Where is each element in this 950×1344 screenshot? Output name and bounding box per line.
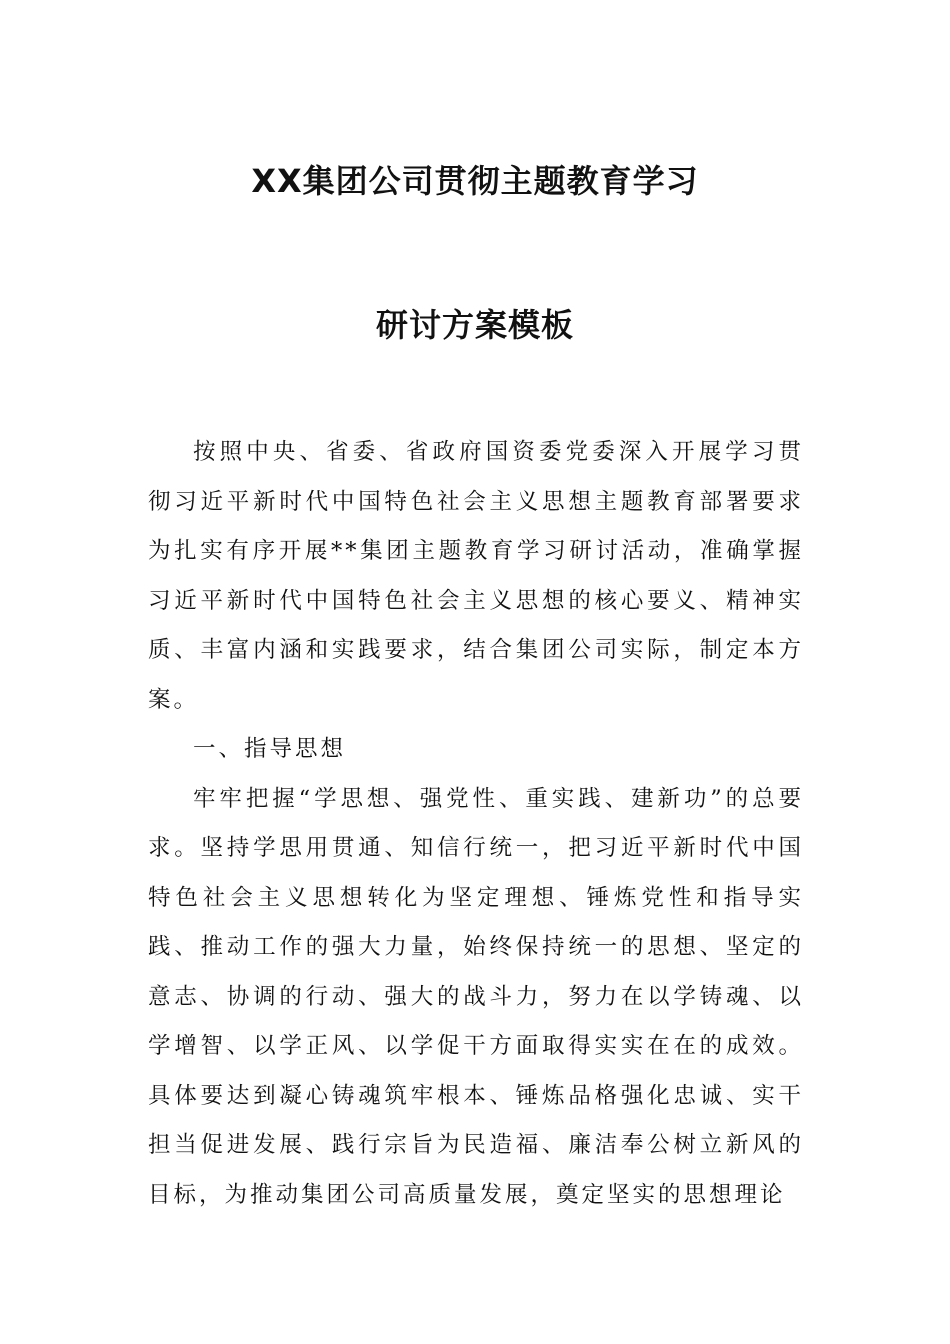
document-body: [148, 428, 804, 1220]
document-title-line1: XX集团公司贯彻主题教育学习: [251, 162, 699, 200]
section-heading-guiding-ideology: 一、指导思想: [193, 736, 347, 762]
intro-paragraph: 按照中央、省委、省政府国资委党委深入开展学习贯彻习近平新时代中国特色社会主义思想主题教育部署要求为扎实有序开展**集团主题教育学习研讨活动，准确掌握习近平新时代中国特色社会主义思想的核心要义、精神实质、丰富内涵和实践要求，结合集团公司实际，制定本方案。: [148, 439, 804, 713]
document-title-line2: 研讨方案模板: [375, 306, 574, 344]
guiding-ideology-paragraph: 牢牢把握“学思想、强党性、重实践、建新功”的总要求。坚持学思用贯通、知信行统一，把习近平新时代中国特色社会主义思想转化为坚定理想、锤炼党性和指导实践、推动工作的强大力量，始终保持统一的思想、坚定的意志、协调的行动、强大的战斗力，努力在以学铸魂、以学增智、以学正风、以学促干方面取得实实在在的成效。具体要达到凝心铸魂筑牢根本、锤炼品格强化忠诚、实干担当促进发展、践行宗旨为民造福、廉洁奉公树立新风的目标，为推动集团公司高质量发展，奠定坚实的思想理论: [148, 785, 804, 1208]
